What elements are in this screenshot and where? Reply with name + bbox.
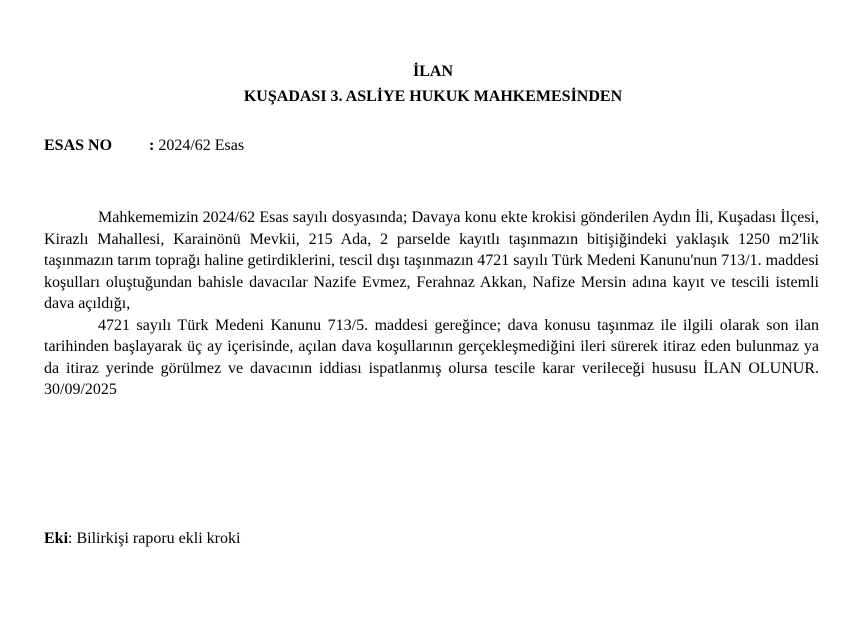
announcement-title: İLAN [412,63,453,80]
body-paragraph-2: 4721 sayılı Türk Medeni Kanunu 713/5. maddesi gereğince; dava konusu taşınmaz ile ilgili olarak son ilan tarihinden başlayarak üç ay içerisinde, açılan dava koşullarının gerçekleşmediğini ileri sürerek itiraz eden bulunmaz ya da itiraz yerinde görülmez ve davacının iddiası ispatlanmış olursa tescile karar verileceği hususu İLAN OLUNUR. 30/09/2025 [44,316,819,398]
announcement-body [44,207,819,401]
court-name: KUŞADASI 3. ASLİYE HUKUK MAHKEMESİNDEN [243,88,623,105]
attachment-text: : Bilirkişi raporu ekli kroki [68,530,241,547]
case-number-value: 2024/62 Esas [158,137,245,154]
case-number-separator: : [149,137,155,154]
case-number-row [44,136,244,156]
attachment-row [44,529,240,549]
attachment-label: Eki [44,530,69,547]
body-paragraph-1: Mahkememizin 2024/62 Esas sayılı dosyasında; Davaya konu ekte krokisi gönderilen Aydın İli, Kuşadası İlçesi, Kirazlı Mahallesi, Karainönü Mevkii, 215 Ada, 2 parselde kayıtlı taşınmazın bitişiğindeki yaklaşık 1250 m2'lik taşınmazın tarım toprağı haline getirdiklerini, tescil dışı taşınmazın 4721 sayılı Türk Medeni Kanunu'nun 713/1. maddesi koşulları oluştuğundan bahisle davacılar Nazife Evmez, Ferahnaz Akkan, Nafize Mersin adına kayıt ve tescili istemli dava açıldığı, [44,209,819,312]
case-number-label: ESAS NO [44,137,113,154]
